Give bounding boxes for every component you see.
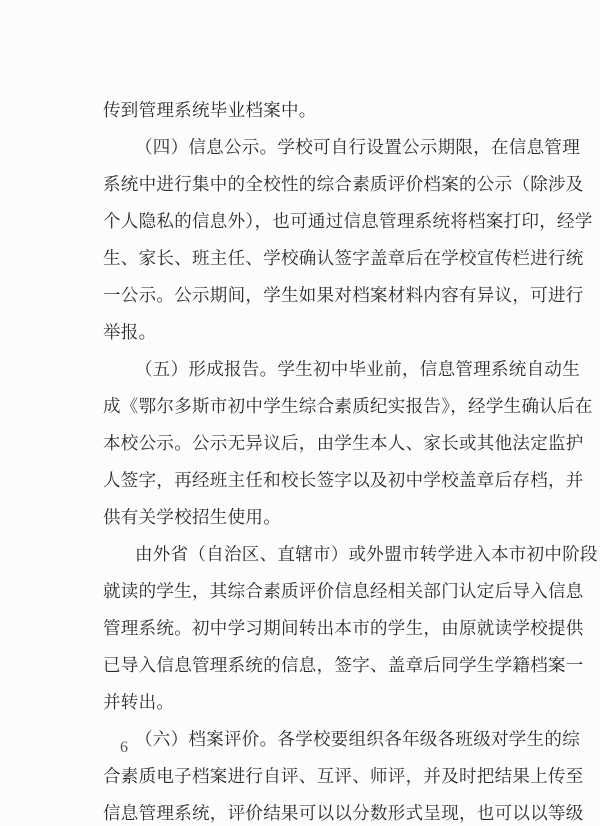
text-line: 已导入信息管理系统的信息，签字、盖章后同学生学籍档案一 [103, 656, 584, 676]
text-line: 成《鄂尔多斯市初中学生综合素质纪实报告》，经学生确认后在 [103, 397, 593, 417]
text-line: 信息管理系统，评价结果可以以分数形式呈现，也可以以等级 [103, 804, 584, 824]
text-line: 一公示。公示期间，学生如果对档案材料内容有异议，可进行 [103, 286, 584, 306]
text-line-section-six: （六）档案评价。各学校要组织各年级各班级对学生的综 [135, 730, 580, 750]
text-line: 管理系统。初中学习期间转出本市的学生，由原就读学校提供 [103, 619, 584, 639]
page-number: 6 [120, 739, 128, 756]
text-line: 就读的学生，其综合素质评价信息经相关部门认定后导入信息 [103, 582, 584, 602]
text-line: 合素质电子档案进行自评、互评、师评，并及时把结果上传至 [103, 767, 584, 787]
text-line: 系统中进行集中的全校性的综合素质评价档案的公示（除涉及 [103, 175, 584, 195]
text-line-section-four: （四）信息公示。学校可自行设置公示期限，在信息管理 [135, 138, 580, 158]
text-line: 生、家长、班主任、学校确认签字盖章后在学校宣传栏进行统 [103, 249, 584, 269]
text-line: 本校公示。公示无异议后，由学生本人、家长或其他法定监护 [103, 434, 584, 454]
text-line: 供有关学校招生使用。 [103, 508, 281, 528]
text-line: 个人隐私的信息外），也可通过信息管理系统将档案打印，经学 [103, 212, 593, 232]
text-line-section-five: （五）形成报告。学生初中毕业前，信息管理系统自动生 [135, 360, 580, 380]
text-line-transfer-paragraph: 由外省（自治区、直辖市）或外盟市转学进入本市初中阶段 [135, 545, 598, 565]
text-line: 人签字，再经班主任和校长签字以及初中学校盖章后存档，并 [103, 471, 584, 491]
text-line: 举报。 [103, 323, 157, 343]
text-line: 传到管理系统毕业档案中。 [103, 101, 317, 121]
text-line: 并转出。 [103, 693, 175, 713]
